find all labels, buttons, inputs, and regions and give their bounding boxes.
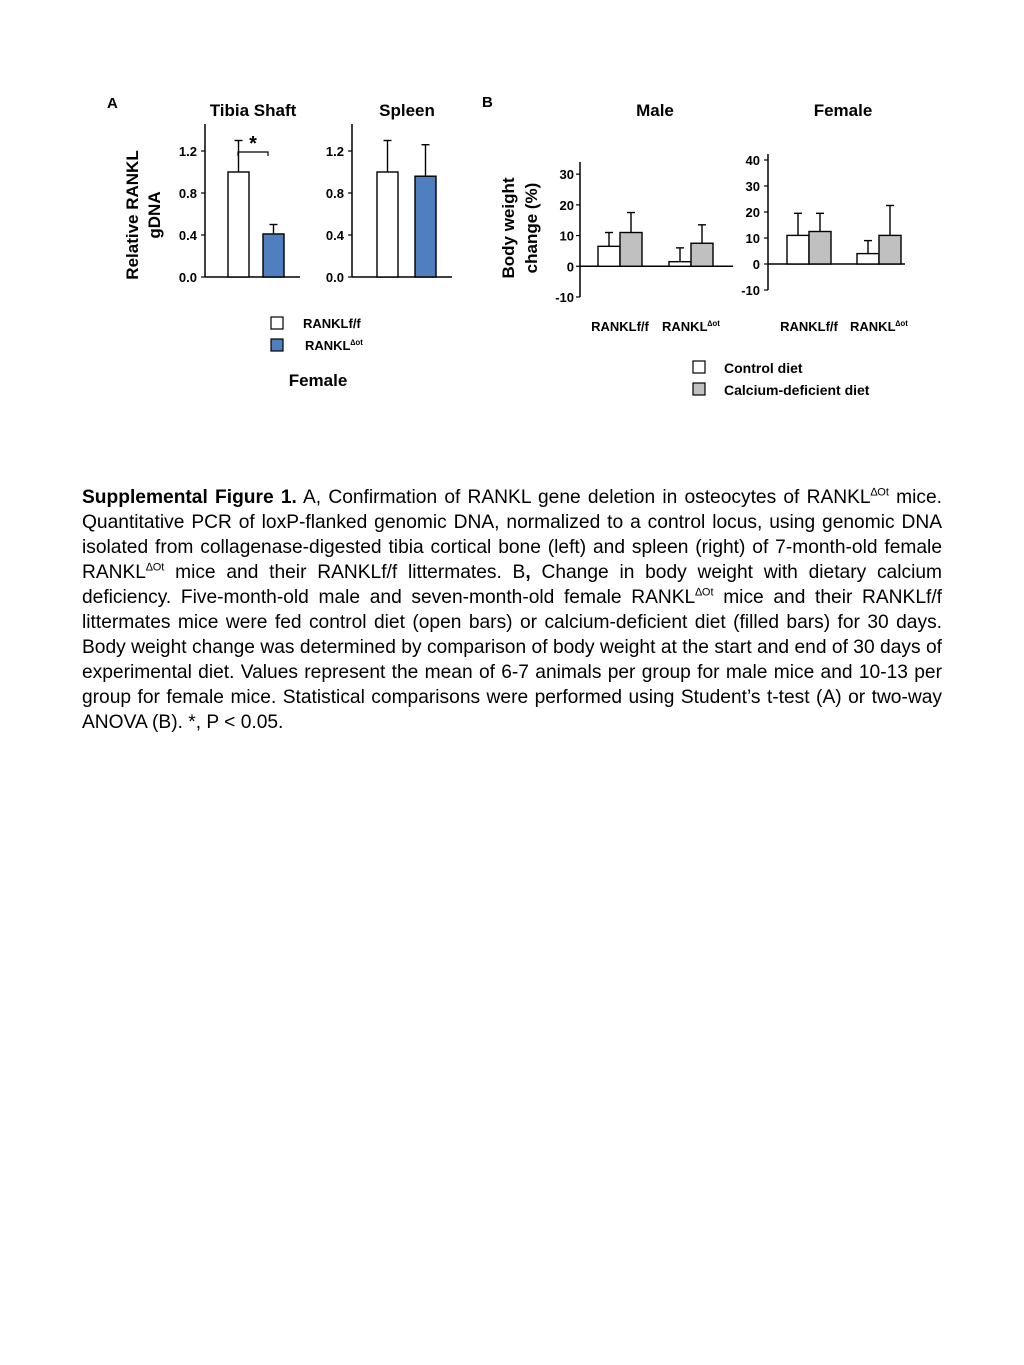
legend-label-ranklff: RANKLf/f (303, 316, 361, 331)
panel-b-ylabel-line2: change (%) (522, 182, 541, 274)
legend-swatch-calcium-deficient-diet (693, 383, 705, 395)
supplemental-figure (0, 0, 1024, 420)
legend-label-control-diet: Control diet (724, 360, 803, 376)
legend-label-calcium-deficient-diet: Calcium-deficient diet (724, 382, 870, 398)
chart-title: Male (636, 101, 674, 120)
y-tick-label: 30 (559, 167, 574, 183)
caption-text (82, 485, 942, 735)
chart-title: Tibia Shaft (209, 101, 297, 120)
category-label: RANKLf/f (780, 319, 838, 334)
y-tick-label: 30 (745, 179, 760, 194)
panel-a-ylabel-line2: gDNA (145, 191, 164, 239)
figure-caption (82, 485, 942, 735)
chart-spleen (326, 101, 452, 285)
panel-a-ylabel-line1: Relative RANKL (123, 150, 142, 280)
bar (598, 246, 620, 266)
y-tick-label: 0.4 (178, 228, 197, 243)
panel-a-group-label: Female (288, 371, 348, 390)
bar (228, 172, 249, 277)
y-tick-label: 0 (566, 259, 574, 275)
bar (809, 232, 831, 265)
legend-swatch-ranklff (271, 317, 283, 329)
panel-b-label: B (482, 94, 493, 111)
chart-male (555, 101, 733, 334)
legend-swatch-rankl-dot (271, 339, 283, 351)
caption-segment: , (525, 562, 531, 583)
bar (669, 262, 691, 267)
caption-segment: ∆Ot (145, 561, 165, 574)
y-tick-label: -10 (555, 290, 574, 305)
legend-label-rankl-dot: $RANKL^{\Delta ot}$ (305, 338, 363, 353)
legend-swatch-control-diet (693, 361, 705, 373)
caption-segment: Change in body weight with dietary calcium deficiency. Five-month-old male and seven-month-old female RANKL (82, 562, 943, 608)
category-label: $RANKL^{\Delta ot}$ (850, 319, 908, 334)
caption-segment: mice. Quantitative PCR of loxP-flanked genomic DNA, normalized to a control locus, using genomic DNA isolated from collagenase-digested tibia cortical bone (left) and spleen (right) of 7-month-old female RANKL (82, 487, 942, 583)
bar (620, 233, 642, 267)
caption-segment: mice and their RANKLf/f littermates. B (164, 562, 526, 583)
panel-a-label: A (107, 95, 118, 112)
bar (415, 176, 436, 277)
panel-b-legend (693, 360, 870, 398)
bar (879, 235, 901, 264)
bar (787, 235, 809, 264)
y-tick-label: -10 (741, 283, 760, 298)
y-tick-label: 10 (745, 231, 760, 246)
chart-female (741, 101, 908, 334)
y-tick-label: 0.0 (178, 270, 197, 285)
y-tick-label: 0.8 (178, 186, 197, 201)
panel-a-legend (271, 316, 363, 353)
y-tick-label: 0 (752, 257, 760, 272)
bar (857, 254, 879, 264)
chart-tibia-shaft (179, 101, 300, 285)
panel-b-ylabel-line1: Body weight (499, 177, 518, 279)
caption-segment: ∆Ot (695, 586, 714, 599)
y-tick-label: 1.2 (178, 144, 197, 159)
significance-marker: * (249, 133, 257, 155)
y-tick-label: 20 (559, 197, 574, 213)
category-label: $RANKL^{\Delta ot}$ (662, 319, 720, 334)
bar (691, 243, 713, 266)
caption-segment: mice and their RANKLf/f littermates mice were fed control diet (open bars) or calcium-deficient diet (filled bars) for 30 days. Body weight change was determined by comparison of body weight at the start and end of 30 days of experimental diet. Values represent the mean of 6-7 animals per group for male mice and 10-13 per group for female mice. Statistical comparisons were performed using Student’s t-test (A) or two-way ANOVA (B). *, P < 0.05. (82, 587, 942, 733)
y-tick-label: 0.0 (325, 270, 344, 285)
y-tick-label: 1.2 (325, 144, 344, 159)
y-tick-label: 0.8 (325, 186, 344, 201)
caption-title: Supplemental Figure 1. (82, 487, 297, 508)
chart-title: Female (813, 101, 873, 120)
caption-segment: A, Confirmation of RANKL gene deletion in osteocytes of RANKL (296, 487, 871, 508)
bar (377, 172, 398, 277)
y-tick-label: 0.4 (325, 228, 344, 243)
bar (263, 234, 284, 277)
chart-title: Spleen (379, 101, 435, 120)
y-tick-label: 20 (745, 205, 760, 220)
y-tick-label: 40 (745, 153, 760, 168)
y-tick-label: 10 (559, 228, 574, 244)
caption-segment: ∆Ot (870, 486, 889, 499)
category-label: RANKLf/f (591, 319, 649, 334)
